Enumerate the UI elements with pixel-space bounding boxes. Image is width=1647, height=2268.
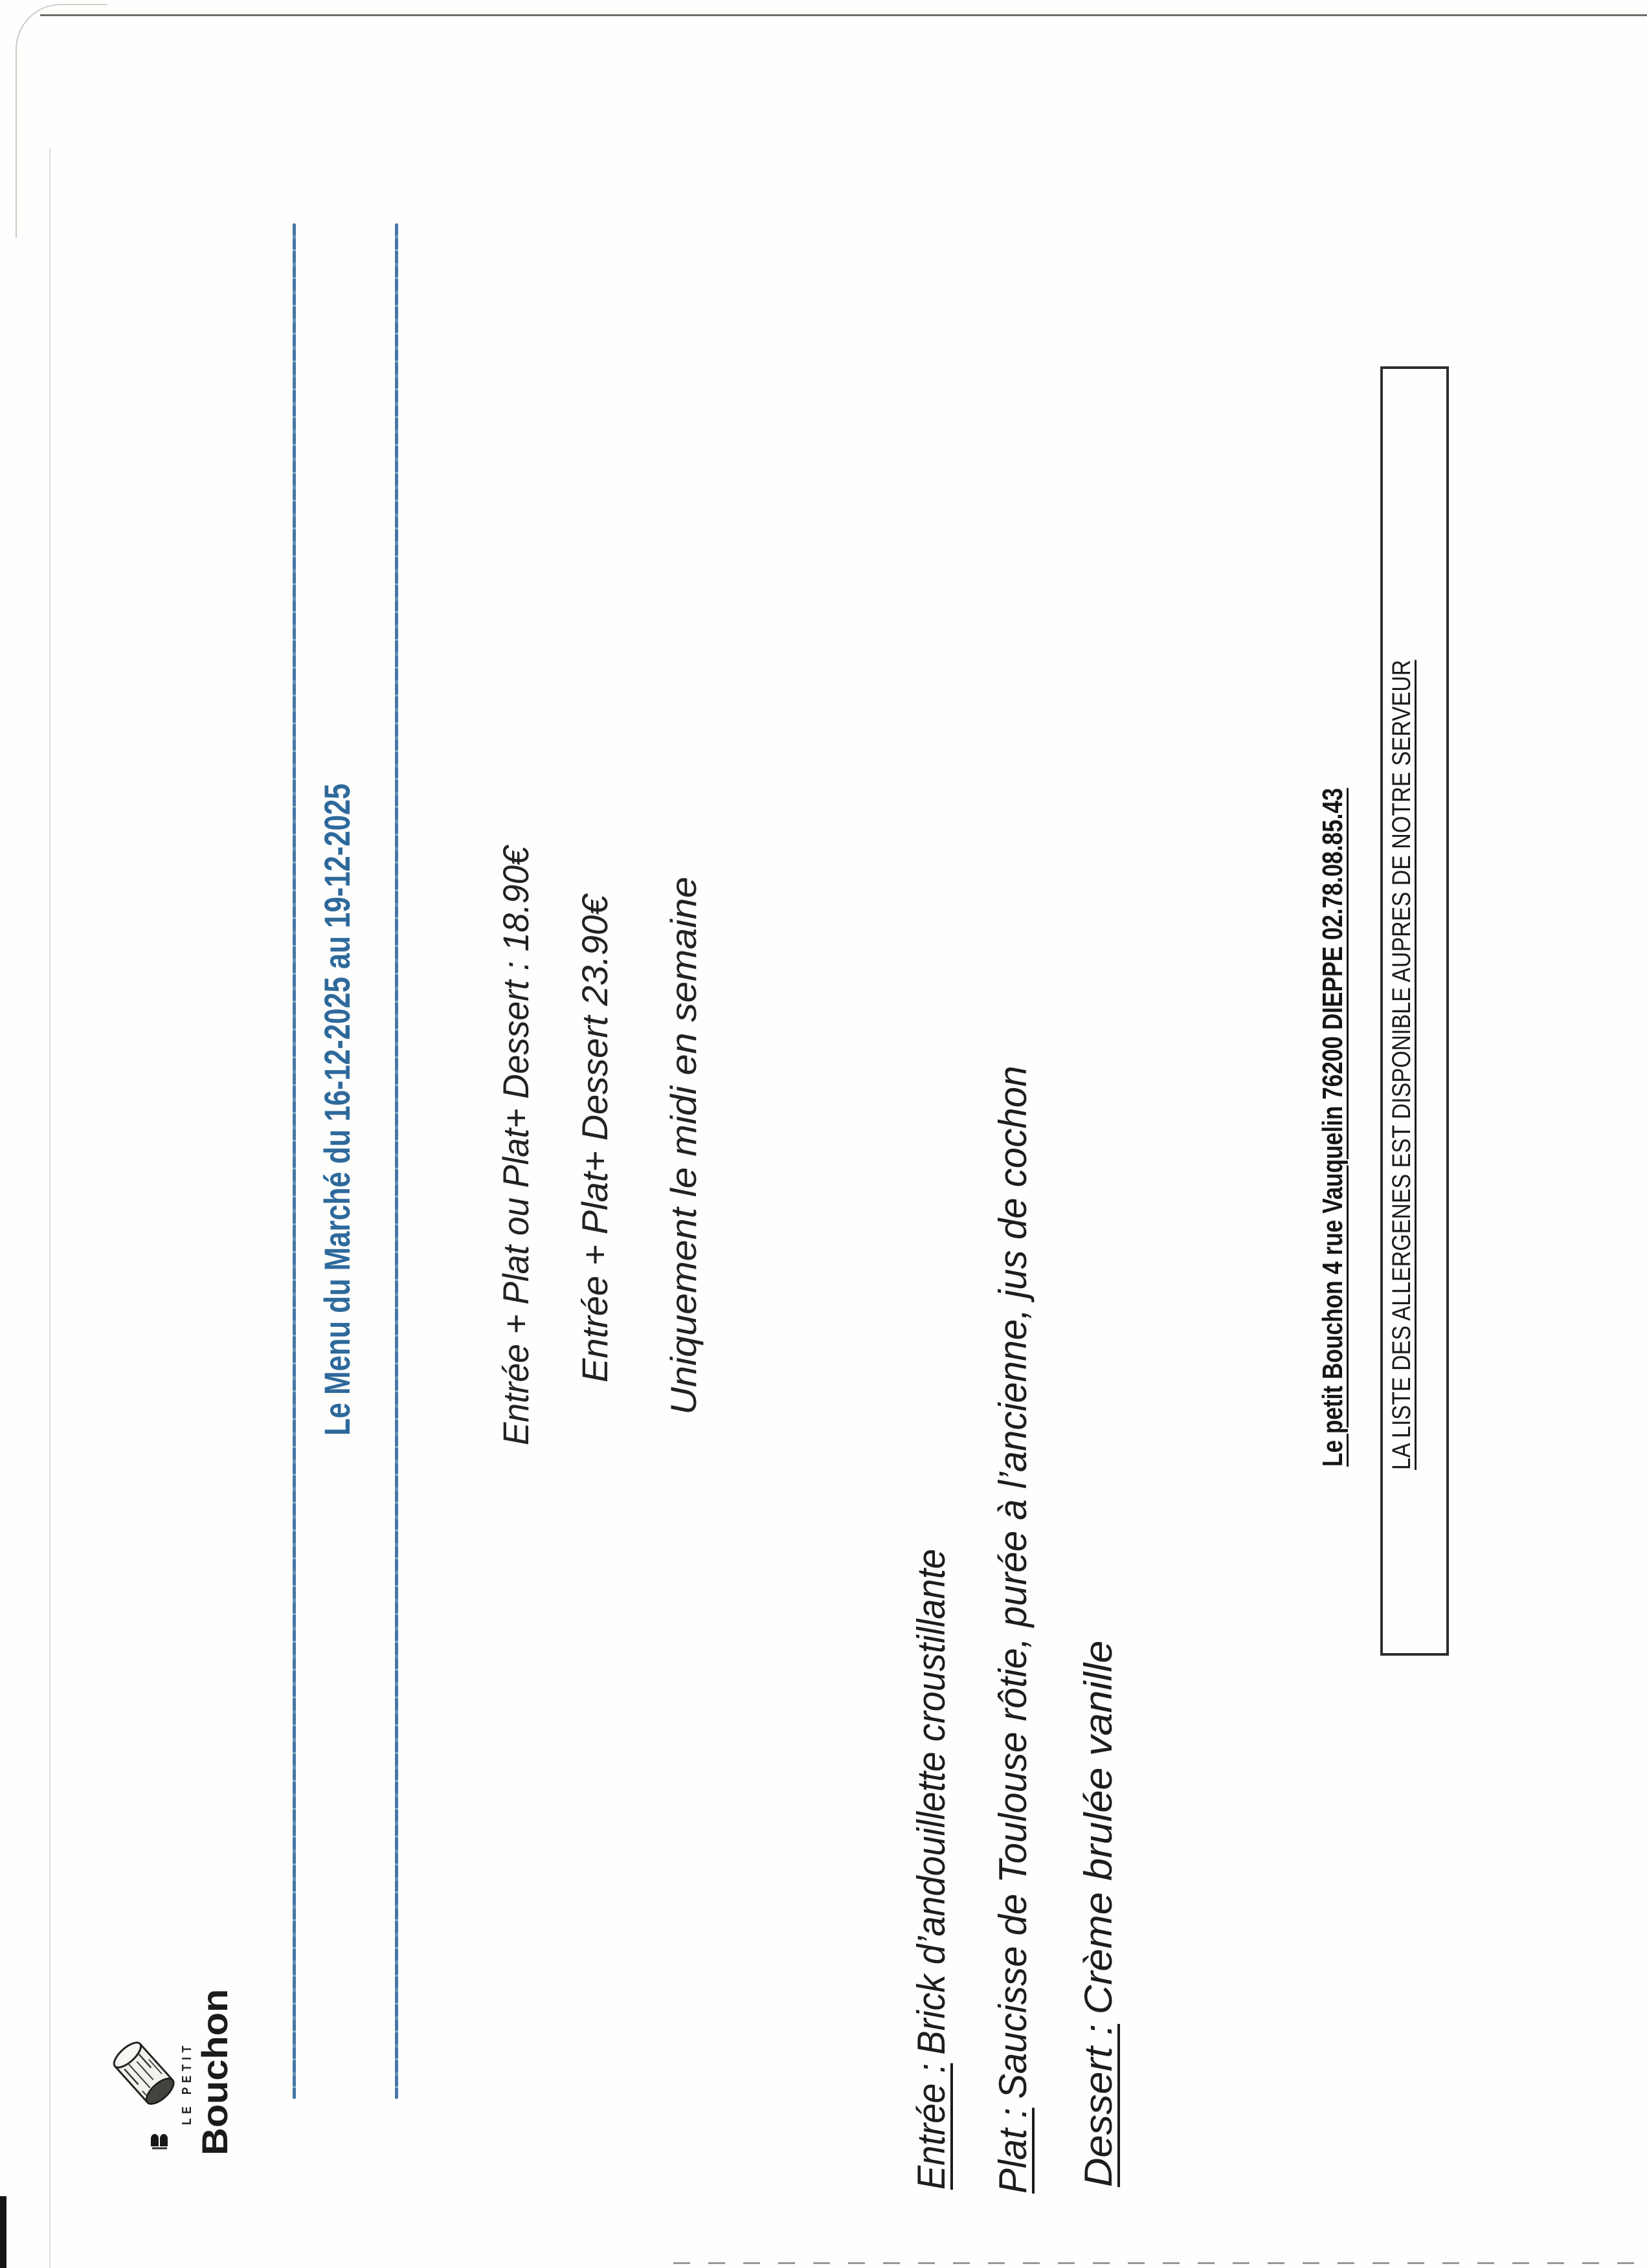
header-rule-bottom [395, 223, 398, 2099]
plat-text: Saucisse de Toulouse rôtie, purée à l’ancienne, jus de cochon [991, 1065, 1035, 2099]
entree-label: Entrée : [910, 2063, 953, 2190]
scan-bottom-edge-line [673, 2262, 1647, 2264]
scan-left-edge-line [49, 149, 50, 2268]
scan-black-corner-bar [0, 2196, 6, 2268]
scan-top-edge-line [40, 14, 1647, 16]
scan-corner-edge [16, 4, 107, 238]
dessert-text: Crème brulée vanille [1077, 1640, 1120, 2015]
cork-icon [107, 2036, 181, 2111]
page-title: Le Menu du Marché du 16-12-2025 au 19-12-2025 [317, 783, 357, 1436]
offer-note-lunch-only: Uniquement le midi en semaine [663, 876, 704, 1415]
allergen-notice-text: LA LISTE DES ALLERGENES EST DISPONIBLE AUPRES DE NOTRE SERVEUR [1387, 660, 1416, 1470]
dessert-line [1078, 1640, 1119, 2187]
header-rule-top [293, 223, 296, 2099]
logo-stamp-icon [150, 2133, 169, 2150]
dessert-label: Dessert : [1077, 2023, 1120, 2187]
entree-line [911, 1549, 952, 2190]
restaurant-address: Le petit Bouchon 4 rue Vauquelin 76200 DIEPPE 02.78.08.85.43 [1317, 788, 1349, 1467]
offer-line-1: Entrée + Plat ou Plat+ Dessert : 18.90€ [495, 846, 536, 1445]
offer-line-2: Entrée + Plat+ Dessert 23.90€ [574, 895, 615, 1383]
plat-label: Plat : [991, 2107, 1035, 2194]
logo-name: Bouchon [194, 1988, 235, 2155]
logo-tagline: LE PETIT [180, 2041, 194, 2125]
plat-line [992, 1066, 1033, 2194]
entree-text: Brick d’andouillette croustillante [910, 1548, 953, 2055]
